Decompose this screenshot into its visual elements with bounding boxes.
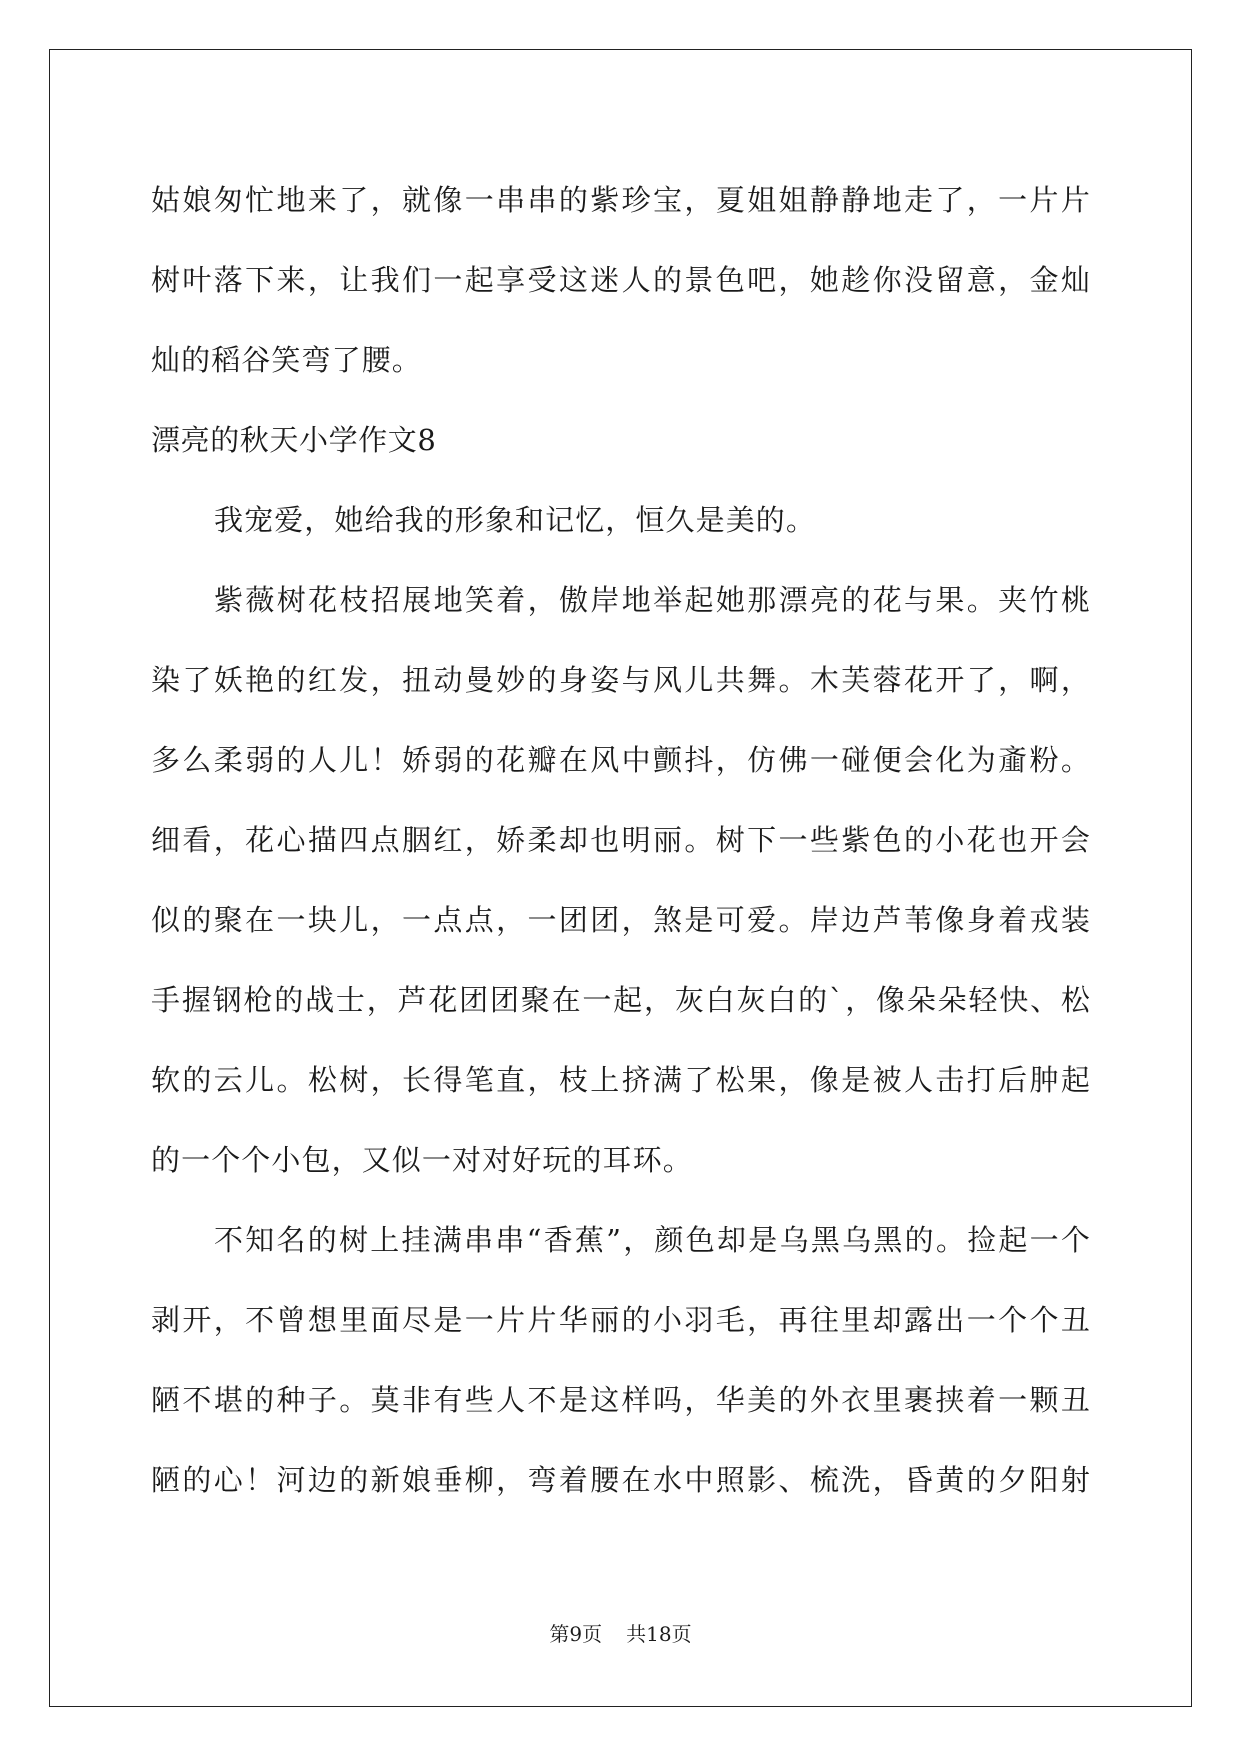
paragraph-line: 多么柔弱的人儿！娇弱的花瓣在风中颤抖，仿佛一碰便会化为齑粉。 <box>151 743 1091 777</box>
paragraph-line: 陋的心！河边的新娘垂柳，弯着腰在水中照影、梳洗，昏黄的夕阳射 <box>151 1463 1091 1497</box>
paragraph-line: 细看，花心描四点胭红，娇柔却也明丽。树下一些紫色的小花也开会 <box>151 823 1091 857</box>
paragraph-line: 树叶落下来，让我们一起享受这迷人的景色吧，她趁你没留意，金灿 <box>151 263 1091 297</box>
paragraph-line: 手握钢枪的战士，芦花团团聚在一起，灰白灰白的`，像朵朵轻快、松 <box>151 983 1091 1017</box>
paragraph-line: 紫薇树花枝招展地笑着，傲岸地举起她那漂亮的花与果。夹竹桃 <box>214 583 1091 617</box>
paragraph-line: 染了妖艳的红发，扭动曼妙的身姿与风儿共舞。木芙蓉花开了，啊， <box>151 663 1091 697</box>
paragraph-line: 剥开，不曾想里面尽是一片片华丽的小羽毛，再往里却露出一个个丑 <box>151 1303 1091 1337</box>
page-footer <box>0 1618 1241 1647</box>
paragraph-line: 陋不堪的种子。莫非有些人不是这样吗，华美的外衣里裹挟着一颗丑 <box>151 1383 1091 1417</box>
paragraph-line: 软的云儿。松树，长得笔直，枝上挤满了松果，像是被人击打后肿起 <box>151 1063 1091 1097</box>
paragraph-line: 不知名的树上挂满串串“香蕉”，颜色却是乌黑乌黑的。捡起一个 <box>214 1223 1091 1257</box>
paragraph-line: 似的聚在一块儿，一点点，一团团，煞是可爱。岸边芦苇像身着戎装 <box>151 903 1091 937</box>
paragraph-line: 灿的稻谷笑弯了腰。 <box>151 343 422 377</box>
paragraph-line: 的一个个小包，又似一对对好玩的耳环。 <box>151 1143 693 1177</box>
paragraph-line: 姑娘匆忙地来了，就像一串串的紫珍宝，夏姐姐静静地走了，一片片 <box>151 183 1091 217</box>
page-number: 第9页 <box>549 1622 603 1646</box>
section-heading: 漂亮的秋天小学作文8 <box>151 423 437 457</box>
document-body <box>151 160 1091 1520</box>
paragraph-line: 我宠爱，她给我的形象和记忆，恒久是美的。 <box>214 503 817 537</box>
page-total: 共18页 <box>626 1622 692 1646</box>
